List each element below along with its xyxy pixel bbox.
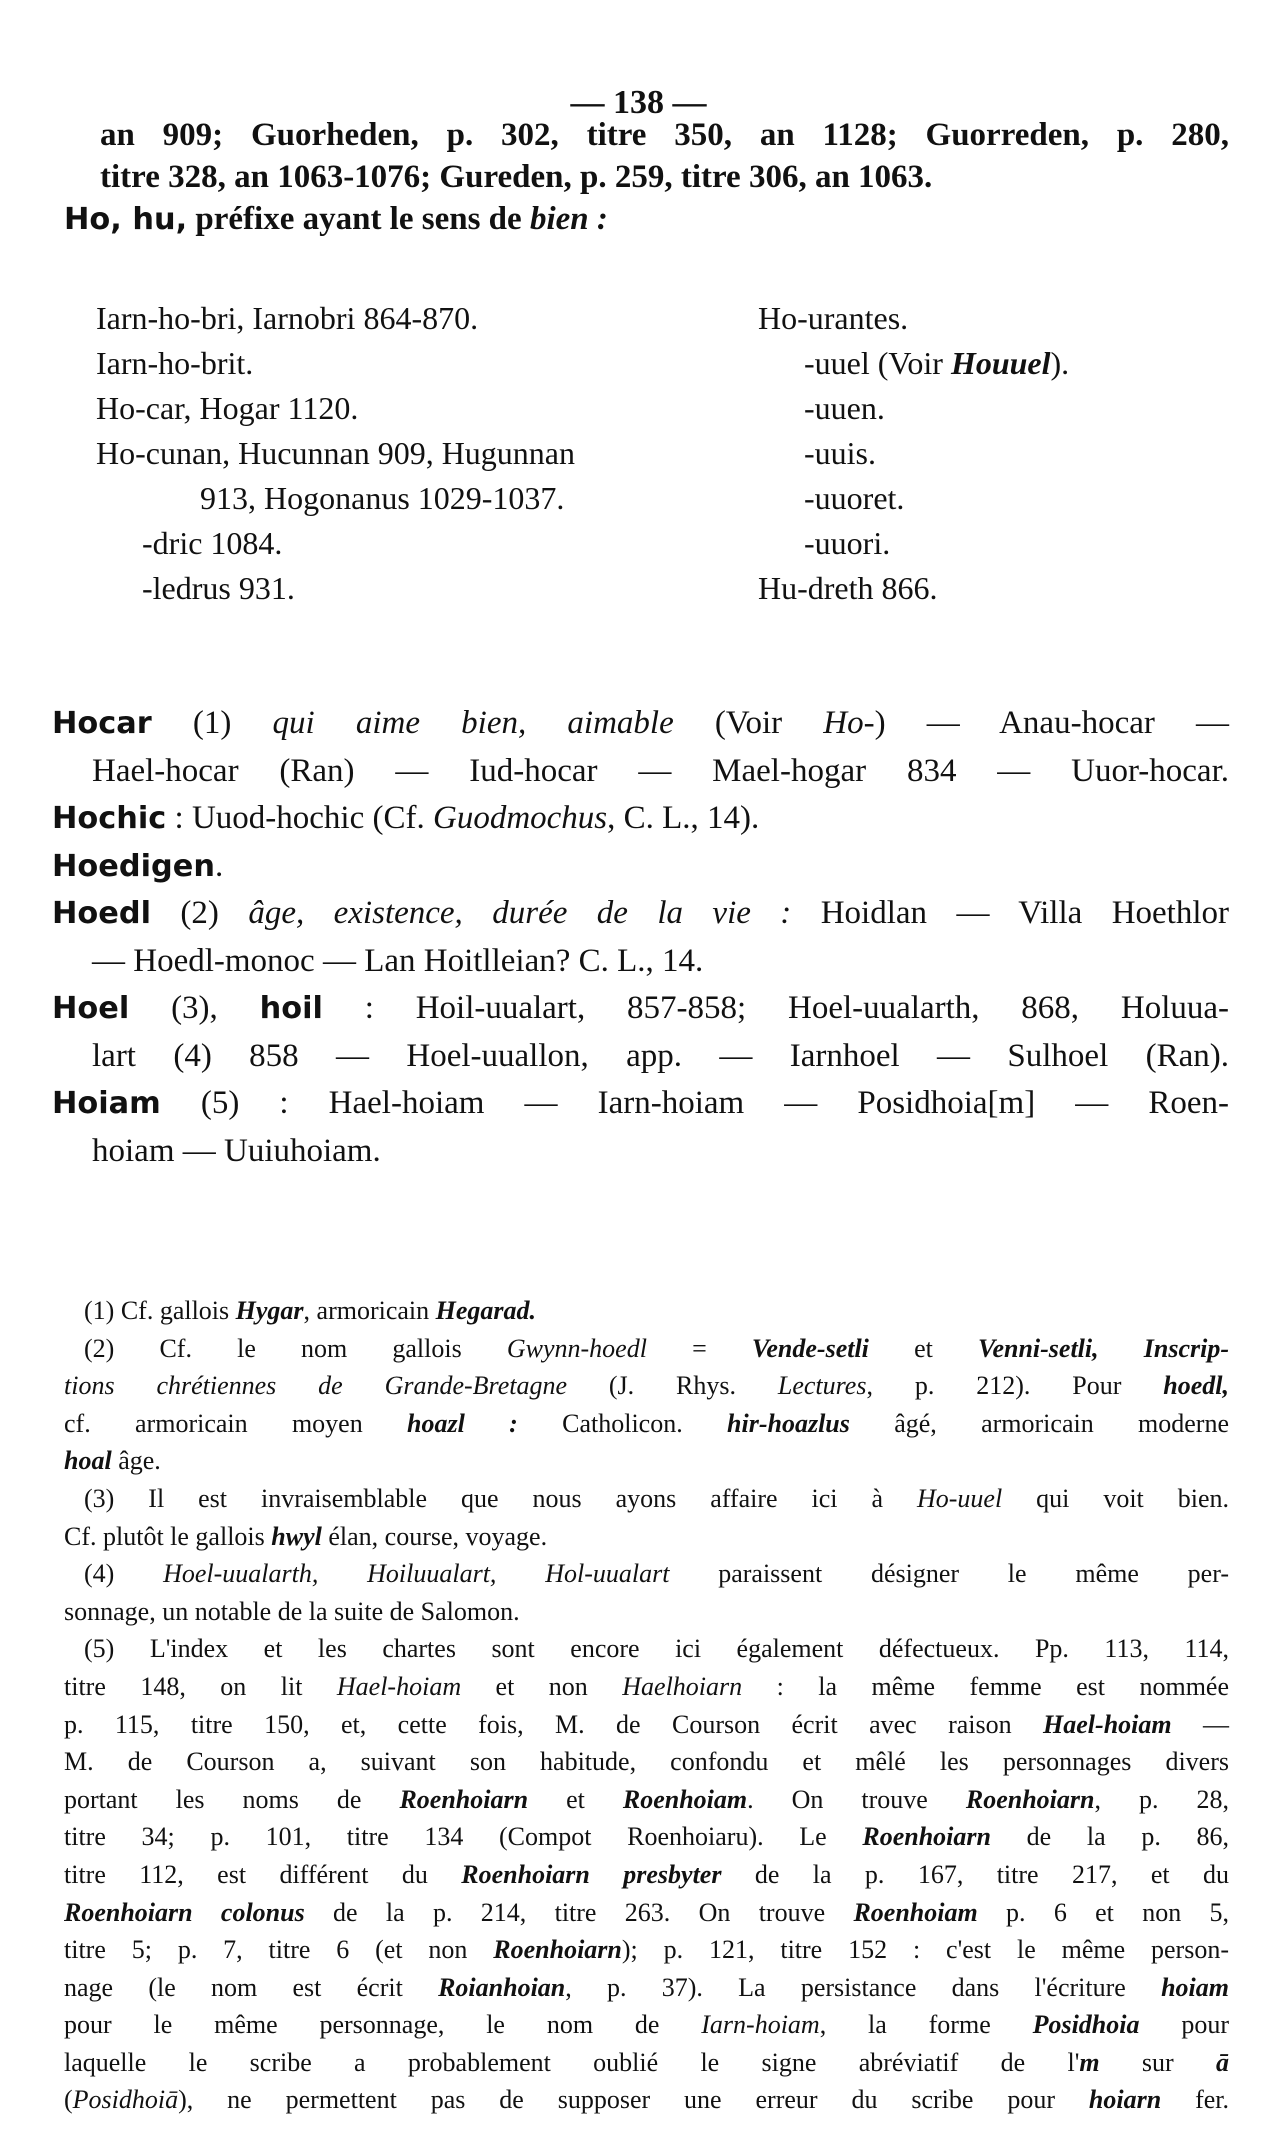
entry-line [52, 1128, 1229, 1176]
headword: Ho, hu, [64, 202, 188, 237]
footnote-line [64, 2006, 1229, 2044]
entry-line [52, 700, 1229, 748]
text-segment: Iarn-ho-bri, Iarnobri 864-870. [96, 300, 479, 336]
text-segment: sur [1099, 2047, 1216, 2077]
text-segment: Venni-setli, Inscrip- [977, 1333, 1229, 1363]
footnotes [64, 1292, 1229, 2119]
text-segment: (2) [151, 895, 249, 931]
text-line [64, 156, 1229, 198]
text-segment: m [1079, 2047, 1100, 2077]
text-segment: Roenhoiarn colonus [64, 1897, 305, 1927]
text-segment: lart (4) 858 — Hoel-uuallon, app. — Iarnhoel — Sulhoel (Ran). [92, 1037, 1229, 1074]
text-segment: Hu-dreth 866. [758, 570, 938, 606]
text-segment: , p. 212). Pour [866, 1371, 1164, 1401]
text-segment: de la p. 214, titre 263. On trouve [304, 1897, 854, 1927]
text-segment: (5) L'index et les chartes sont encore ici également défectueux. Pp. 113, 114, [84, 1634, 1229, 1664]
dictionary-entries [52, 700, 1229, 1175]
text-segment: Posidhoiā [72, 2085, 179, 2115]
left-column-list [96, 296, 756, 611]
text-segment: 913, Hogonanus 1029-1037. [200, 480, 565, 516]
list-item [96, 521, 756, 566]
list-item [96, 431, 756, 476]
text-segment: , la forme [819, 2010, 1033, 2040]
text-segment: -uuel (Voir [804, 345, 951, 381]
entry-line [52, 985, 1229, 1033]
text-segment: : Hoil-uualart, 857-858; Hoel-uualarth, 868, Holuua- [322, 990, 1229, 1026]
text-segment: de la p. 167, titre 217, et du [721, 1859, 1230, 1889]
text-segment: Iarn-hoiam [701, 2010, 820, 2040]
text-segment: -uuen. [804, 390, 885, 426]
text-segment: titre 34; p. 101, titre 134 (Compot Roenhoiaru). Le [64, 1822, 863, 1852]
text-segment: (3), [129, 990, 260, 1026]
text-segment: Catholicon. [517, 1408, 728, 1438]
footnote-line [64, 1330, 1229, 1368]
text-segment: Roenhoiarn [399, 1784, 529, 1814]
text-segment: titre 5; p. 7, titre 6 (et non [64, 1935, 494, 1965]
text-segment: Lectures [777, 1371, 867, 1401]
text-segment: Roenhoiam [622, 1784, 748, 1814]
text-segment: pour [1139, 2010, 1229, 2040]
text-segment: Hygar [235, 1296, 304, 1325]
text-segment: qui voit bien. [1002, 1483, 1229, 1513]
footnote-line [64, 1856, 1229, 1894]
footnote-line [64, 2081, 1229, 2119]
text-segment: qui aime bien, aimable [272, 705, 674, 741]
text-segment: paraissent désigner le même per- [669, 1559, 1229, 1589]
text-segment: bien : [529, 201, 608, 237]
text-segment: Hael-hoiam [336, 1671, 462, 1701]
footnote-line [64, 1555, 1229, 1593]
text-segment: (1) Cf. gallois [84, 1296, 236, 1325]
text-segment: hoazl : [407, 1408, 518, 1438]
entry-line [52, 1033, 1229, 1081]
footnote-line [64, 1818, 1229, 1856]
list-item [96, 341, 756, 386]
text-segment: et non [461, 1671, 623, 1701]
text-segment: — [1171, 1709, 1230, 1739]
text-segment: , armoricain [303, 1296, 436, 1325]
list-item [758, 476, 1238, 521]
entry-line [52, 748, 1229, 796]
text-segment: Roenhoiarn [493, 1935, 622, 1965]
text-segment: M. de Courson a, suivant son habitude, confondu et mêlé les personnages divers [64, 1747, 1229, 1777]
text-segment: ), ne permettent pas de supposer une erreur du scribe pour [178, 2085, 1089, 2115]
text-segment: (1) [151, 705, 273, 741]
text-line [64, 198, 1229, 241]
text-segment: — Hoedl-monoc — Lan Hoitlleian? C. L., 14. [92, 942, 704, 979]
entry-line [52, 938, 1229, 986]
text-segment: p. 6 et non 5, [977, 1897, 1230, 1927]
text-segment: tions chrétiennes de Grande-Bretagne [64, 1371, 568, 1401]
footnote-line [64, 1894, 1229, 1932]
text-segment: Roenhoiarn [965, 1784, 1095, 1814]
text-segment: âge, existence, durée de la vie : [248, 895, 792, 931]
text-segment: Houuel [950, 345, 1051, 381]
text-segment: cf. armoricain moyen [64, 1408, 408, 1438]
footnote-line [64, 1743, 1229, 1781]
text-segment: an 909; Guorheden, p. 302, titre 350, an 1128; Guorreden, p. 280, [100, 117, 1229, 153]
text-segment: Hael-hoiam [1043, 1709, 1172, 1739]
text-segment: de la p. 86, [990, 1822, 1229, 1852]
footnote-line [64, 1931, 1229, 1969]
text-segment: -ledrus 931. [142, 570, 295, 606]
text-segment: et [528, 1784, 623, 1814]
text-segment: ā [1216, 2047, 1229, 2077]
list-item [96, 386, 756, 431]
text-segment: Roenhoiarn presbyter [461, 1859, 722, 1889]
text-segment: fer. [1161, 2085, 1229, 2115]
headword: Hoedigen [52, 848, 215, 884]
text-segment: : la même femme est nommée [742, 1671, 1230, 1701]
text-segment: Hegarad. [435, 1296, 537, 1325]
list-item [758, 296, 1238, 341]
text-segment: hir-hoazlus [727, 1408, 850, 1438]
text-segment: . On trouve [747, 1784, 966, 1814]
text-segment: Ho-urantes. [758, 300, 909, 336]
list-item [758, 566, 1238, 611]
text-segment: . [214, 847, 224, 884]
text-segment: laquelle le scribe a probablement oublié le signe abréviatif de l' [64, 2047, 1080, 2077]
entry-line [52, 890, 1229, 938]
text-segment: Ho-cunan, Hucunnan 909, Hugunnan [96, 435, 575, 471]
text-segment: nage (le nom est écrit [64, 1972, 439, 2002]
text-segment: élan, course, voyage. [321, 1521, 548, 1551]
text-segment: p. 115, titre 150, et, cette fois, M. de Courson écrit avec raison [64, 1709, 1044, 1739]
intro-paragraph [64, 114, 1229, 241]
text-segment: (J. Rhys. [567, 1371, 778, 1401]
entry-line [52, 843, 1229, 891]
text-segment: et [868, 1333, 978, 1363]
footnote-line [64, 1593, 1229, 1631]
footnote-line [64, 1781, 1229, 1819]
text-segment: Gwynn-hoedl [506, 1333, 647, 1363]
list-item [758, 431, 1238, 476]
footnote-line [64, 1292, 1229, 1330]
text-segment: Roenhoiam [853, 1897, 978, 1927]
text-segment: ). [1050, 345, 1070, 381]
entry-line [52, 1080, 1229, 1128]
text-segment: -uuis. [804, 435, 876, 471]
text-segment: Posidhoia [1032, 2010, 1140, 2040]
text-segment: hoiam — Uuiuhoiam. [92, 1132, 381, 1169]
text-segment: pour le même personnage, le nom de [64, 2010, 702, 2040]
text-segment: , p. 28, [1094, 1784, 1230, 1814]
footnote-line [64, 1969, 1229, 2007]
text-segment: hwyl [271, 1521, 322, 1551]
text-segment: titre 112, est différent du [64, 1859, 462, 1889]
text-segment: Iarn-ho-brit. [96, 345, 254, 381]
entry-line [52, 795, 1229, 843]
text-segment: (Voir [673, 705, 824, 741]
text-line [64, 114, 1229, 156]
headword: Hoiam [52, 1086, 161, 1121]
footnote-line [64, 1668, 1229, 1706]
right-column-list [758, 296, 1238, 611]
text-segment: Roianhoian [438, 1972, 566, 2002]
text-segment: -uuori. [804, 525, 891, 561]
text-segment: hoal [64, 1446, 112, 1476]
text-segment: Ho- [823, 705, 875, 741]
text-segment: portant les noms de [64, 1784, 400, 1814]
text-segment: âgé, armoricain moderne [849, 1408, 1229, 1438]
text-segment: (5) : Hael-hoiam — Iarn-hoiam — Posidhoia[m] — Roen- [160, 1085, 1229, 1121]
text-segment: (2) Cf. le nom gallois [84, 1333, 507, 1363]
list-item [758, 521, 1238, 566]
page-number: — 138 — [570, 84, 707, 121]
text-segment: -uuoret. [804, 480, 905, 516]
footnote-line [64, 1706, 1229, 1744]
text-segment: : Uuod-hochic (Cf. [166, 800, 433, 836]
list-item [758, 341, 1238, 386]
text-segment: âge. [111, 1446, 161, 1476]
text-segment: sonnage, un notable de la suite de Salomon. [64, 1596, 520, 1626]
text-segment: ( [64, 2085, 73, 2115]
text-segment: Cf. plutôt le gallois [64, 1521, 272, 1551]
text-segment: Hoidlan — Villa Hoethlor [791, 895, 1230, 931]
text-segment: Roenhoiarn [862, 1822, 991, 1852]
footnote-line [64, 1518, 1229, 1556]
footnote-line [64, 1367, 1229, 1405]
text-segment: -dric 1084. [142, 525, 283, 561]
text-segment: Hael-hocar (Ran) — Iud-hocar — Mael-hogar 834 — Uuor-hocar. [92, 752, 1229, 789]
list-item [96, 476, 756, 521]
footnote-line [64, 1630, 1229, 1668]
text-segment: ) — Anau-hocar — [874, 705, 1230, 741]
footnote-line [64, 1442, 1229, 1480]
footnote-line [64, 1480, 1229, 1518]
headword: Hoel [52, 991, 130, 1026]
footnote-line [64, 2044, 1229, 2082]
headword: hoil [259, 991, 323, 1026]
text-segment: = [646, 1333, 752, 1363]
footnote-line [64, 1405, 1229, 1443]
text-segment: (4) [84, 1559, 164, 1589]
text-segment: hoedl, [1163, 1371, 1229, 1401]
text-segment: préfixe ayant le sens de [187, 201, 530, 237]
headword: Hochic [52, 801, 167, 836]
text-segment: titre 148, on lit [64, 1671, 337, 1701]
text-segment: titre 328, an 1063-1076; Gureden, p. 259, titre 306, an 1063. [100, 159, 933, 195]
text-segment: , C. L., 14). [607, 800, 760, 836]
list-item [758, 386, 1238, 431]
text-segment: , p. 37). La persistance dans l'écriture [565, 1972, 1162, 2002]
text-segment: hoiarn [1088, 2085, 1162, 2115]
text-segment: Ho-car, Hogar 1120. [96, 390, 359, 426]
headword: Hoedl [52, 896, 151, 931]
text-segment: ); p. 121, titre 152 : c'est le même person- [621, 1935, 1229, 1965]
list-item [96, 566, 756, 611]
headword: Hocar [52, 706, 152, 741]
text-segment: Vende-setli [751, 1333, 869, 1363]
text-segment: Hoel-uualarth, Hoiluualart, Hol-uualart [163, 1559, 670, 1589]
text-segment: (3) Il est invraisemblable que nous ayons affaire ici à [84, 1483, 917, 1513]
text-segment: Haelhoiarn [622, 1671, 743, 1701]
text-segment: Ho-uuel [916, 1483, 1003, 1513]
list-item [96, 296, 756, 341]
text-segment: hoiam [1161, 1972, 1229, 2002]
text-segment: Guodmochus [432, 800, 608, 836]
